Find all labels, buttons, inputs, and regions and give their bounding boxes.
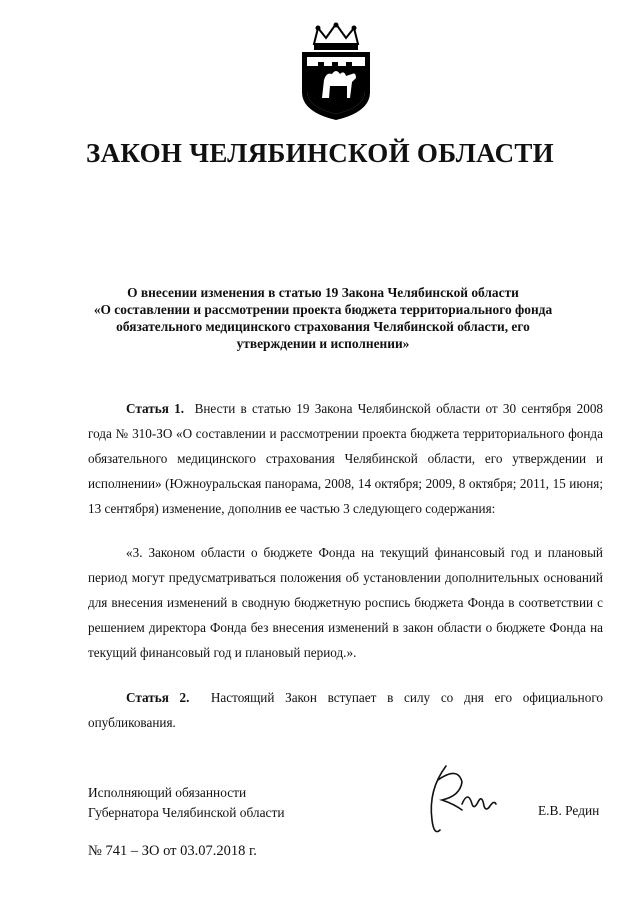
chelyabinsk-coat-of-arms-icon [296, 22, 376, 122]
handwritten-signature [418, 760, 508, 840]
signatory-position [88, 783, 285, 823]
signatory-position-line: Губернатора Челябинской области [88, 805, 285, 820]
subtitle-line: обязательного медицинского страхования Челябинской области, его [116, 319, 530, 334]
subtitle-line: утверждении и исполнении» [236, 336, 410, 351]
article-1-quote [88, 540, 603, 665]
subtitle-line: «О составлении и рассмотрении проекта бюджета территориального фонда [93, 302, 553, 317]
article-2 [88, 685, 603, 735]
article-2-label: Статья 2. [126, 690, 190, 705]
article-1-label: Статья 1. [126, 401, 184, 416]
article-1 [88, 396, 603, 521]
article-1-paragraph [88, 396, 603, 521]
subtitle-line: О внесении изменения в статью 19 Закона Челябинской области [127, 285, 519, 300]
article-1-quote-text: «3. Законом области о бюджете Фонда на текущий финансовый год и плановый период могут предусматриваться положения об установлении дополнительных оснований для внесения изменений в сводную бюджетную роспись бюджета Фонда в соответствии с решением директора Фонда без внесения изменений в закон области о бюджете Фонда на текущий финансовый год и плановый период.». [88, 545, 603, 660]
article-2-text: Настоящий Закон вступает в силу со дня его официального опубликования. [88, 690, 603, 730]
article-2-paragraph [88, 685, 603, 735]
law-number-date: № 741 – ЗО от 03.07.2018 г. [88, 843, 257, 859]
document-title: ЗАКОН ЧЕЛЯБИНСКОЙ ОБЛАСТИ [86, 138, 554, 168]
article-1-text: Внести в статью 19 Закона Челябинской области от 30 сентября 2008 года № 310-ЗО «О составлении и рассмотрении проекта бюджета территориального фонда обязательного медицинского страхования Челябинской области, его утверждении и исполнении» (Южноуральская панорама, 2008, 14 октября; 2009, 8 октября; 2011, 15 июня; 13 сентября) изменение, дополнив ее частью 3 следующего содержания: [88, 401, 604, 516]
signatory-position-line: Исполняющий обязанности [88, 785, 247, 800]
signatory-name: Е.В. Редин [538, 803, 600, 818]
document-subtitle [88, 284, 558, 352]
